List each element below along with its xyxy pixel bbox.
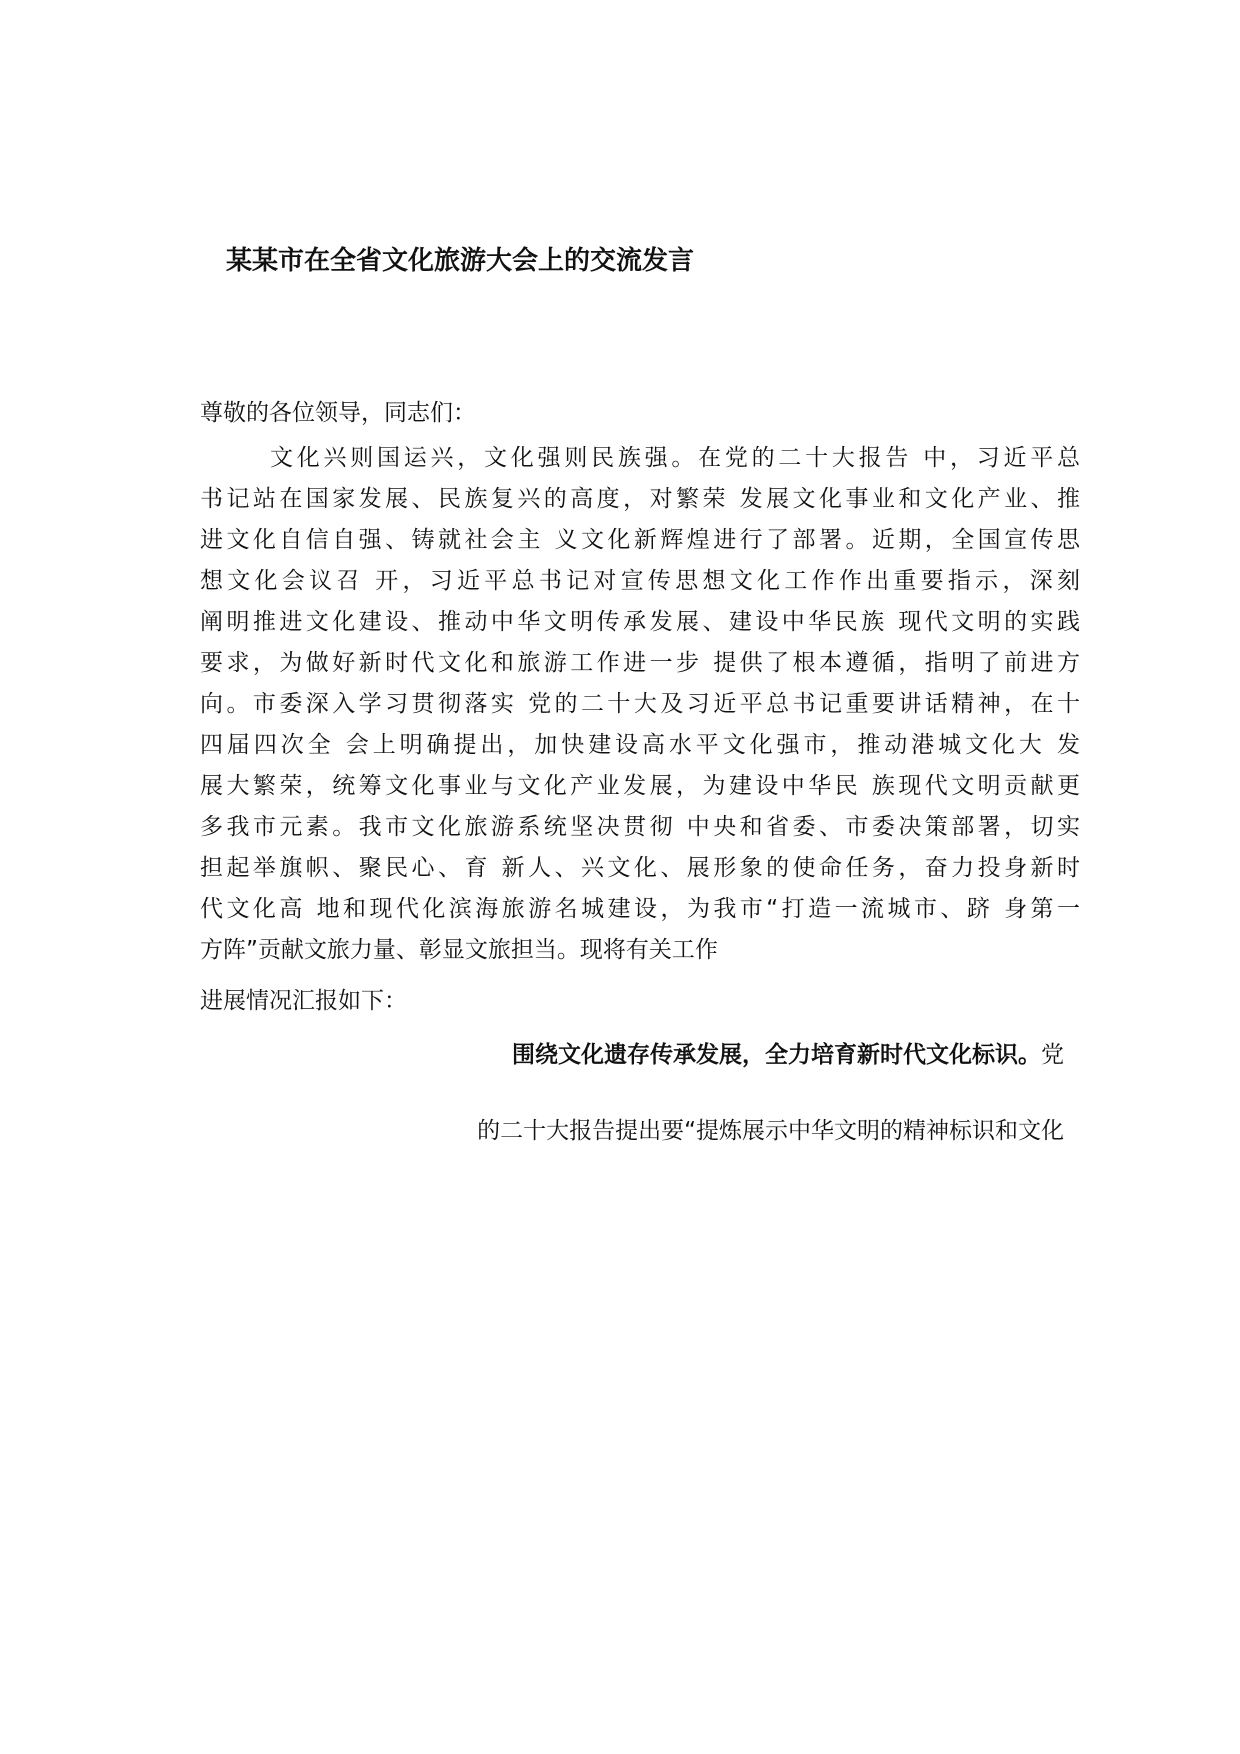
- salutation: 尊敬的各位领导，同志们：: [200, 400, 476, 426]
- paragraph-line: 进文化自信自强、铸就社会主 义文化新辉煌进行了部署。近期，全国宣传思: [200, 527, 1080, 553]
- paragraph-line: 要求，为做好新时代文化和旅游工作进一步 提供了根本遵循，指明了前进方: [200, 650, 1080, 676]
- paragraph-line: 方阵”贡献文旅力量、彰显文旅担当。现将有关工作: [200, 937, 718, 963]
- paragraph-line: 四届四次全 会上明确提出，加快建设高水平文化强市，推动港城文化大 发: [200, 732, 1080, 758]
- paragraph-line: 多我市元素。我市文化旅游系统坚决贯彻 中央和省委、市委决策部署，切实: [200, 814, 1080, 840]
- paragraph-line: 书记站在国家发展、民族复兴的高度，对繁荣 发展文化事业和文化产业、推: [200, 486, 1080, 512]
- section-heading-bold: 围绕文化遗存传承发展，全力培育新时代文化标识。: [512, 1042, 1041, 1068]
- section-heading-tail: 党: [1041, 1042, 1064, 1068]
- paragraph-line: 担起举旗帜、聚民心、育 新人、兴文化、展形象的使命任务，奋力投身新时: [200, 855, 1080, 881]
- paragraph-line: 展大繁荣，统筹文化事业与文化产业发展，为建设中华民 族现代文明贡献更: [200, 773, 1080, 799]
- paragraph-line: 文化兴则国运兴，文化强则民族强。在党的二十大报告 中，习近平总: [270, 445, 1080, 471]
- paragraph-line: 想文化会议召 开，习近平总书记对宣传思想文化工作作出重要指示，深刻: [200, 568, 1080, 594]
- quote-line: 的二十大报告提出要“提炼展示中华文明的精神标识和文化: [477, 1118, 1064, 1144]
- paragraph-line: 代文化高 地和现代化滨海旅游名城建设，为我市“打造一流城市、跻 身第一: [200, 896, 1080, 922]
- paragraph-line: 阐明推进文化建设、推动中华文明传承发展、建设中华民族 现代文明的实践: [200, 609, 1080, 635]
- document-title: 某某市在全省文化旅游大会上的交流发言: [226, 246, 695, 276]
- report-intro-line: 进展情况汇报如下：: [200, 988, 407, 1014]
- body-paragraph: [200, 440, 1080, 973]
- paragraph-line: 向。市委深入学习贯彻落实 党的二十大及习近平总书记重要讲话精神，在十: [200, 691, 1080, 717]
- section-heading: [512, 1036, 1064, 1069]
